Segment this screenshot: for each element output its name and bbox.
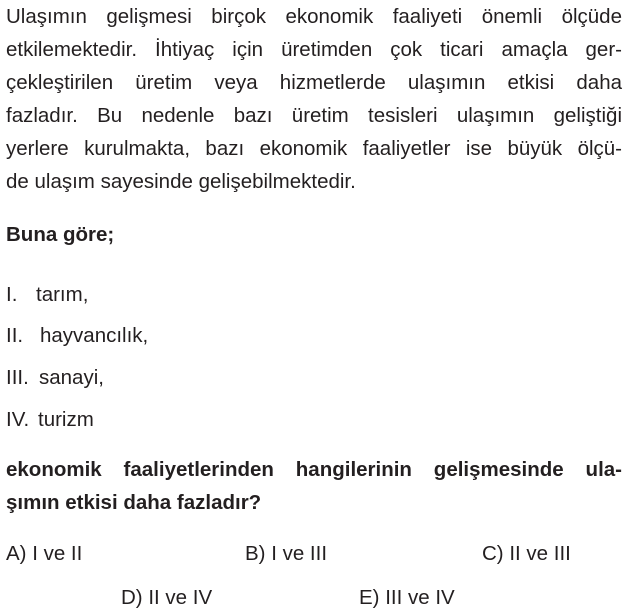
- passage-line-6: de ulaşım sayesinde gelişebilmektedir.: [6, 170, 356, 193]
- list-item: [6, 283, 88, 307]
- prompt-text: Buna göre;: [6, 223, 115, 246]
- question-line-2: şımın etkisi daha fazladır?: [6, 491, 262, 514]
- list-item-text: tarım,: [36, 283, 89, 306]
- option-a[interactable]: A) I ve II: [6, 542, 83, 565]
- list-item-number: I.: [6, 283, 18, 306]
- passage-line-3: çekleştirilen üretim veya hizmetlerde ulaşımın etkisi daha: [6, 71, 622, 94]
- list-item-text: sanayi,: [39, 366, 104, 389]
- option-b[interactable]: B) I ve III: [245, 542, 328, 565]
- list-item-number: IV.: [6, 408, 30, 431]
- list-item: [6, 324, 148, 348]
- list-item: [6, 366, 104, 390]
- list-item-number: II.: [6, 324, 24, 347]
- option-e[interactable]: E) III ve IV: [359, 586, 455, 609]
- list-item-text: turizm: [38, 408, 94, 431]
- question-line-1: ekonomik faaliyetlerinden hangilerinin gelişmesinde ula-: [6, 458, 622, 481]
- passage-line-5: yerlere kurulmakta, bazı ekonomik faaliyetler ise büyük ölçü-: [6, 137, 622, 160]
- passage-line-4: fazladır. Bu nedenle bazı üretim tesisleri ulaşımın geliştiği: [6, 104, 622, 127]
- list-item-text: hayvancılık,: [40, 324, 149, 347]
- option-d[interactable]: D) II ve IV: [121, 586, 213, 609]
- list-item: [6, 408, 94, 432]
- option-c[interactable]: C) II ve III: [482, 542, 571, 565]
- passage-line-1: Ulaşımın gelişmesi birçok ekonomik faaliyeti önemli ölçüde: [6, 5, 622, 28]
- list-item-number: III.: [6, 366, 29, 389]
- passage-line-2: etkilemektedir. İhtiyaç için üretimden çok ticari amaçla ger-: [6, 38, 622, 61]
